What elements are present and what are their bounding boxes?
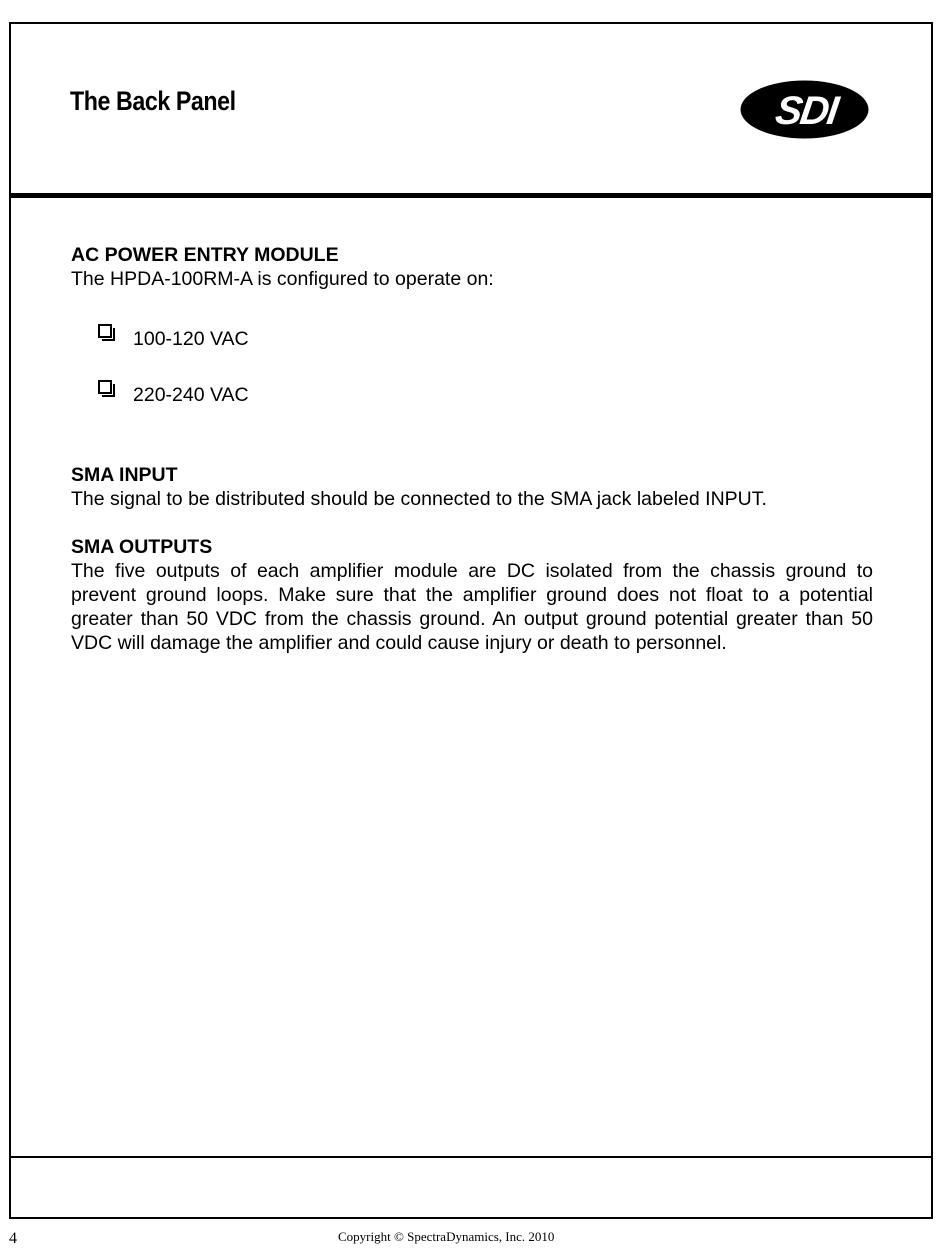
voltage-option-label: 220-240 VAC xyxy=(133,384,249,406)
ac-power-intro: The HPDA-100RM-A is configured to operate on: xyxy=(71,268,494,290)
section-heading-sma-input: SMA INPUT xyxy=(71,464,178,486)
page-title: The Back Panel xyxy=(70,86,236,116)
copyright-notice: Copyright © SpectraDynamics, Inc. 2010 xyxy=(338,1229,555,1244)
checkbox-icon xyxy=(98,324,112,338)
main-content xyxy=(71,243,873,655)
header-divider xyxy=(9,193,933,198)
section-heading-ac-power: AC POWER ENTRY MODULE xyxy=(71,244,339,266)
page-number: 4 xyxy=(9,1230,17,1247)
logo-text: SDI xyxy=(772,88,840,133)
sma-input-body: The signal to be distributed should be connected to the SMA jack labeled INPUT. xyxy=(71,488,767,510)
footer-divider xyxy=(9,1156,933,1158)
sma-outputs-body: The five outputs of each amplifier module are DC isolated from the chassis ground to prevent ground loops. Make sure that the amplifier ground does not float to a potential greater than 50 VDC from the chassis ground. An output ground potential greater than 50 VDC will damage the amplifier and could cause injury or death to personnel. xyxy=(71,560,873,654)
voltage-option-220-240 xyxy=(98,379,873,406)
section-heading-sma-outputs: SMA OUTPUTS xyxy=(71,536,213,558)
voltage-option-100-120 xyxy=(98,323,873,350)
voltage-option-label: 100-120 VAC xyxy=(133,328,249,350)
checkbox-icon xyxy=(98,380,112,394)
sdi-logo xyxy=(740,80,869,139)
